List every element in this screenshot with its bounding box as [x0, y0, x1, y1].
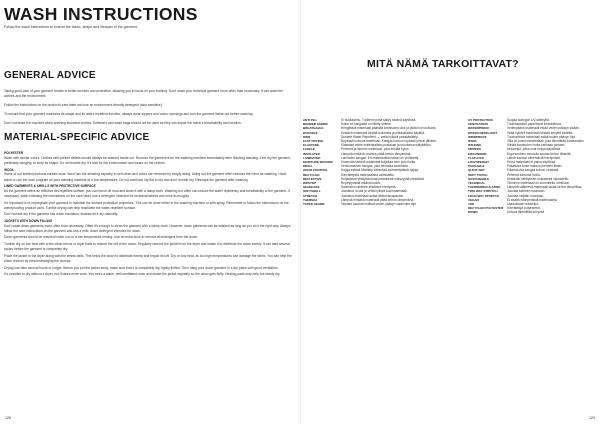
glossary-definition: Lämpöä eristävä vuoritus pitää kehon lämpimänä. [341, 151, 412, 156]
left-content [4, 70, 294, 279]
glossary-term: FLEECE [303, 147, 315, 152]
glossary-definition: Heijastavat yksityiskohdat parantavat näkyvyyttä pimeässä. [341, 176, 425, 181]
glossary-definition: Ei nukkaannu. Tuotteen pinta säilyy siistinä käytössä. [341, 118, 417, 122]
glossary-definition: Untuva lämmittää kevyesti. [507, 210, 546, 215]
glossary-term: FAST DRYING [303, 139, 324, 144]
glossary-definition: Verkkomainen kangas, joka tehostaa tuuletusta. [341, 164, 409, 169]
glossary-term: ERGONOMIC [468, 151, 487, 156]
glossary-term: DWR [303, 134, 311, 139]
glossary-term: BONDED FABRIC [303, 122, 329, 127]
glossary-term: VENTILATION [468, 122, 488, 127]
glossary-term: THERMOREGULATING [468, 185, 501, 190]
material-name: WOOL [4, 167, 14, 172]
glossary-term: PACKABLE [468, 164, 485, 169]
glossary-definition: Ei sisällä eläinperäisiä materiaaleja. [507, 197, 558, 202]
material-paragraph: Don't wash down garments more often than necessary. Often it's enough to clean the garment with a damp cloth. However, down garments can be washed as long as you do it the right way. Always follow the care instructions on the garment and use a mild, down detergent intended for down. [4, 223, 291, 233]
glossary-definition: Hengittävä materiaali päästää kosteuden ulos ja pitää ihon kuivana. [341, 126, 437, 131]
glossary-definition: Durable Water Repellent — vettä hylkivä pintakäsittely. [341, 134, 419, 139]
glossary-definition: Villa on luonnonmateriaali, joka lämmittää kosteanakin. [507, 139, 585, 144]
glossary-term: BREATHABLE [303, 126, 324, 131]
page-number-left: 128 [5, 416, 11, 420]
glossary-definition: Kosteutta siirtävä materiaali kuljettaa hien pois iholta. [341, 160, 416, 165]
material-name: LINED GARMENTS & SHELLS WITH PROTECTIVE SURFACE [4, 184, 96, 189]
glossary-definition: Litteät saumat vähentävät hiertymistä. [507, 155, 561, 160]
material-paragraph: Tumble dry on low heat with a few clean tennis or dryer balls to restore the loft of the down. Regularly remove the jacket from the dryer and shake it to distribute the down evenly. It can take several cycles before the garment is completely dry. [4, 242, 290, 252]
glossary-title: MITÄ NÄMÄ TARKOITTAVAT? [367, 58, 519, 70]
glossary-term: WOOL [468, 139, 478, 144]
glossary-term: VEGAN [468, 197, 479, 202]
glossary-definition: Kevyt materiaali ei paina käytössä. [507, 160, 557, 165]
glossary-term: MOISTURE WICKING [303, 160, 333, 165]
glossary-definition: Laadukkaat vetoketjut. [507, 202, 539, 207]
glossary-term: THERMAL [303, 197, 318, 202]
glossary-definition: Repeytymistä estävä kudos. [341, 181, 381, 186]
glossary-term: TECHNICAL [468, 181, 486, 186]
general-advice-paragraph: Don't overload the machine when washing technical clothes. Softeners and wash bags should not be used as they can impair the fabric's breathability and function. [4, 121, 242, 126]
glossary-term: RIPSTOP [303, 181, 317, 186]
glossary-term: WICKING [468, 143, 482, 148]
glossary-term: ODOR CONTROL [303, 168, 328, 173]
material-paragraph: Down garments should be washed inside out on a low temperature setting. Use an extra rinse to remove all detergent from the down. [4, 235, 199, 240]
glossary-definition: Kestävä materiaali kestää kulutusta ja pitkäaikaista käyttöä. [341, 130, 425, 135]
glossary-definition: Nopeasti kuivuva materiaali. Kangas kuivuu nopeasti pesun jälkeen. [341, 139, 438, 144]
material-item [4, 168, 294, 183]
general-advice-heading: GENERAL ADVICE [4, 70, 96, 81]
general-advice-paragraph: Follow the instructions on the product's care label and use an environment-friendly detergent (skin-sensitive). [4, 103, 163, 108]
glossary-term: UV PROTECTION [468, 118, 493, 122]
general-advice-paragraph: Taking good care of your garment results in better function and protection, allowing you to focus on your training. Don't wash your technical garment more often than necessary; it can wash the clothes and the environment. [4, 89, 284, 99]
material-paragraph: Place the jacket in the dryer along with the tennis balls. This helps the down to distribute evenly and regain its loft. Dry on low heat, as too high temperatures can damage the fabric. You can help the down recover by hand-massaging the clumps. [4, 253, 292, 263]
glossary-term: WINDPROOF [468, 134, 487, 139]
glossary-term: DURABLE [303, 130, 318, 135]
glossary-term: MESH [303, 164, 312, 169]
glossary-term: SUSTAINABLE [468, 176, 490, 181]
glossary-definition: Tuuletusaukot parantavat ilmankiertoa. [507, 122, 562, 127]
material-name: POLYESTER [4, 151, 24, 156]
page-number-right: 129 [589, 416, 595, 420]
glossary-term: INSULATED [303, 151, 320, 156]
material-section [4, 132, 294, 277]
glossary-term: FLATLOCK [468, 155, 484, 160]
page-subtitle: Follow the wash instructions to extend the fabric, shape and lifespan of the garment. [4, 25, 138, 29]
glossary-term: TWO-WAY STRETCH [468, 189, 498, 194]
material-paragraph: Drying can take several hours or longer. Before you put the jacket away, make sure that it is completely dry, lightly fluffed. Then hang your down garment in a dry place with good ventilation. [4, 265, 279, 270]
glossary-definition: Pehmeä tuntuma iholla. [507, 172, 541, 177]
glossary-column-2 [468, 118, 596, 215]
glossary-definition: Kestävän kehityksen mukaisesti valmistettu. [507, 176, 570, 181]
glossary-definition: Lämpöä eristävä materiaali pitää kehon lämpimänä. [341, 197, 414, 202]
glossary-definition: Joustaa kahteen suuntaan. [507, 189, 546, 194]
glossary-term: RECYCLED [303, 172, 320, 177]
right-page [300, 0, 600, 424]
glossary-term: SOFTSHELL [303, 189, 321, 194]
page-title: WASH INSTRUCTIONS [4, 4, 198, 24]
material-paragraph: Wash with similar colors. Clothes with printed details should always be washed inside out. Remove the garment from the washing machine immediately after finishing washing. Line dry the garment, preferably hanging, to keep its shape. Do not tumble dry, it's bad for the environment and wears on the clothes. [4, 156, 292, 166]
glossary-definition: Vettä hylkivä materiaali kestää kevyttä sadetta. [507, 130, 574, 135]
glossary-definition: Vetoketjut, jotka ovat helppokäyttöisiä. [507, 147, 562, 152]
glossary-definition: Pikakuivuva kangas kuivuu nopeasti. [507, 168, 560, 173]
glossary-definition: Pakattava tuote mahtuu pieneen tilaan. [507, 164, 563, 169]
glossary-definition: Suojaa auringon UV-säteilyltä. [507, 118, 550, 122]
glossary-definition: Siirtää kosteuden iholta kankaan pintaan. [507, 143, 566, 148]
general-advice-section [4, 89, 294, 126]
glossary-definition: Kierrätettyä polyesteriä. [507, 206, 541, 211]
glossary-definition: Joustava materiaali antaa liikkumisvapautta. [341, 193, 404, 198]
glossary-term: STRETCH [303, 193, 318, 198]
material-name: JACKETS WITH DOWN FILLING [4, 219, 53, 224]
glossary-definition: Joustava, tuulta ja vettä hylkivä kuorimateriaali. [341, 189, 408, 194]
glossary-definition: Hajuja estävä käsittely vähentää epämiellyttäviä hajuja. [341, 168, 419, 173]
material-item [4, 184, 294, 217]
material-item [4, 151, 294, 166]
material-paragraph: As the garment offers an effective dirt-repellent surface, you can brush off mud and clean it with a damp cloth. Washing too often can reduce the water repellency and breathability of the garment. If necessary, wash following the instructions on the care label, use a detergent intended for technical fabrics and rinse thoroughly. [4, 188, 290, 198]
glossary-term: RECYCLED POLYESTER [468, 206, 504, 211]
glossary-term: LAMINATED [303, 155, 321, 160]
glossary-definition: Saumaton rakenne ehkäisee hiertymiä. [341, 185, 397, 190]
material-paragraph: It's important to re-impregnate your garment to maintain the surface protection properties. This can be done either in the washing machine or with spray. Remember to follow the instructions on the waterproofing product used. Tumble drying can help reactivate the water-repellent surface. [4, 200, 289, 210]
material-paragraph: It's possible to dry without a dryer, but it takes more work. You need a warm, well-ventilated room and shake the jacket regularly so the down gets fluffy. Heating pads may help but slowly dry. [4, 272, 281, 277]
glossary-term: ZIPPERS [468, 147, 481, 152]
material-list [4, 151, 294, 277]
glossary-term: REFLECTIVE [303, 176, 322, 181]
glossary-definition: Lämpöä säätelevä materiaali tasaa kehon lämpötilaa. [507, 185, 583, 190]
glossary-row [468, 210, 596, 214]
glossary-term: SEAMLESS [303, 185, 320, 190]
glossary-definition: Ergonominen muotoilu seuraa kehon liikkeitä. [507, 151, 572, 156]
general-advice-paragraph: To ensure that your garment maintains its shape and its water-repellent function, always close zippers and velcro openings and turn the garment inside out before washing. [4, 112, 254, 117]
glossary-term: FOUR-WAY STRETCH [468, 193, 500, 198]
glossary-definition: Kierrätetystä materiaalista valmistettu. [341, 172, 395, 177]
glossary-term: YKK [468, 202, 475, 207]
glossary-term: LIGHTWEIGHT [468, 160, 489, 165]
glossary-term: QUICK DRY [468, 168, 485, 173]
material-advice-heading: MATERIAL-SPECIFIC ADVICE [4, 132, 150, 144]
glossary-term: ELASTANE [303, 143, 319, 148]
glossary-term: WATERPROOF [468, 126, 490, 131]
glossary-definition: Pehmeä ja lämmin materiaali, joka eristää hyvin. [341, 147, 410, 152]
material-paragraph: Don't tumble dry if the garment has down insulation; instead let it dry naturally. [4, 212, 118, 217]
material-item [4, 219, 294, 277]
glossary-term: DOWN [468, 210, 478, 215]
glossary-row [303, 202, 464, 206]
glossary-definition: Teipatut saumat estävät veden pääsyn saumojen läpi. [341, 202, 417, 207]
glossary-definition: Tekninen materiaali on suunniteltu urheiluun. [507, 181, 571, 186]
glossary-term: WATER REPELLENT [468, 130, 498, 135]
glossary-column-1 [303, 118, 464, 206]
glossary-definition: Vedenpitävä materiaali estää veden pääsyn sisään. [507, 126, 580, 131]
glossary-term: ANTI PILL [303, 118, 318, 122]
glossary-definition: Kaksi eri kangasta on liitetty yhteen. [341, 122, 392, 127]
glossary-definition: Laminoitu kangas. Eri materiaalikerrokset on yhdistetty. [341, 155, 419, 160]
glossary-definition: Tuulenpitävä materiaali estää tuulen pääsyn läpi. [507, 134, 576, 139]
glossary-term: TAPED SEAMS [303, 202, 325, 207]
glossary-definition: Joustaa neljään suuntaan. [507, 193, 545, 198]
material-paragraph: Some of our knitted products contain wool. Wool has the amazing capacity to self-clean and odors are removed by simply airing. Airing out the garment often reduces the need for washing. Hand wash or use the wool program on your washing machine at a low temperature. Do not overload, lay flat to dry and don't tumble dry. Reshape the garment after washing. [4, 172, 287, 182]
glossary-definition: Elastaani tekee materiaalista joustavan ja muotonsa säilyttävän. [341, 143, 432, 148]
glossary-term: SOFT TOUCH [468, 172, 488, 177]
